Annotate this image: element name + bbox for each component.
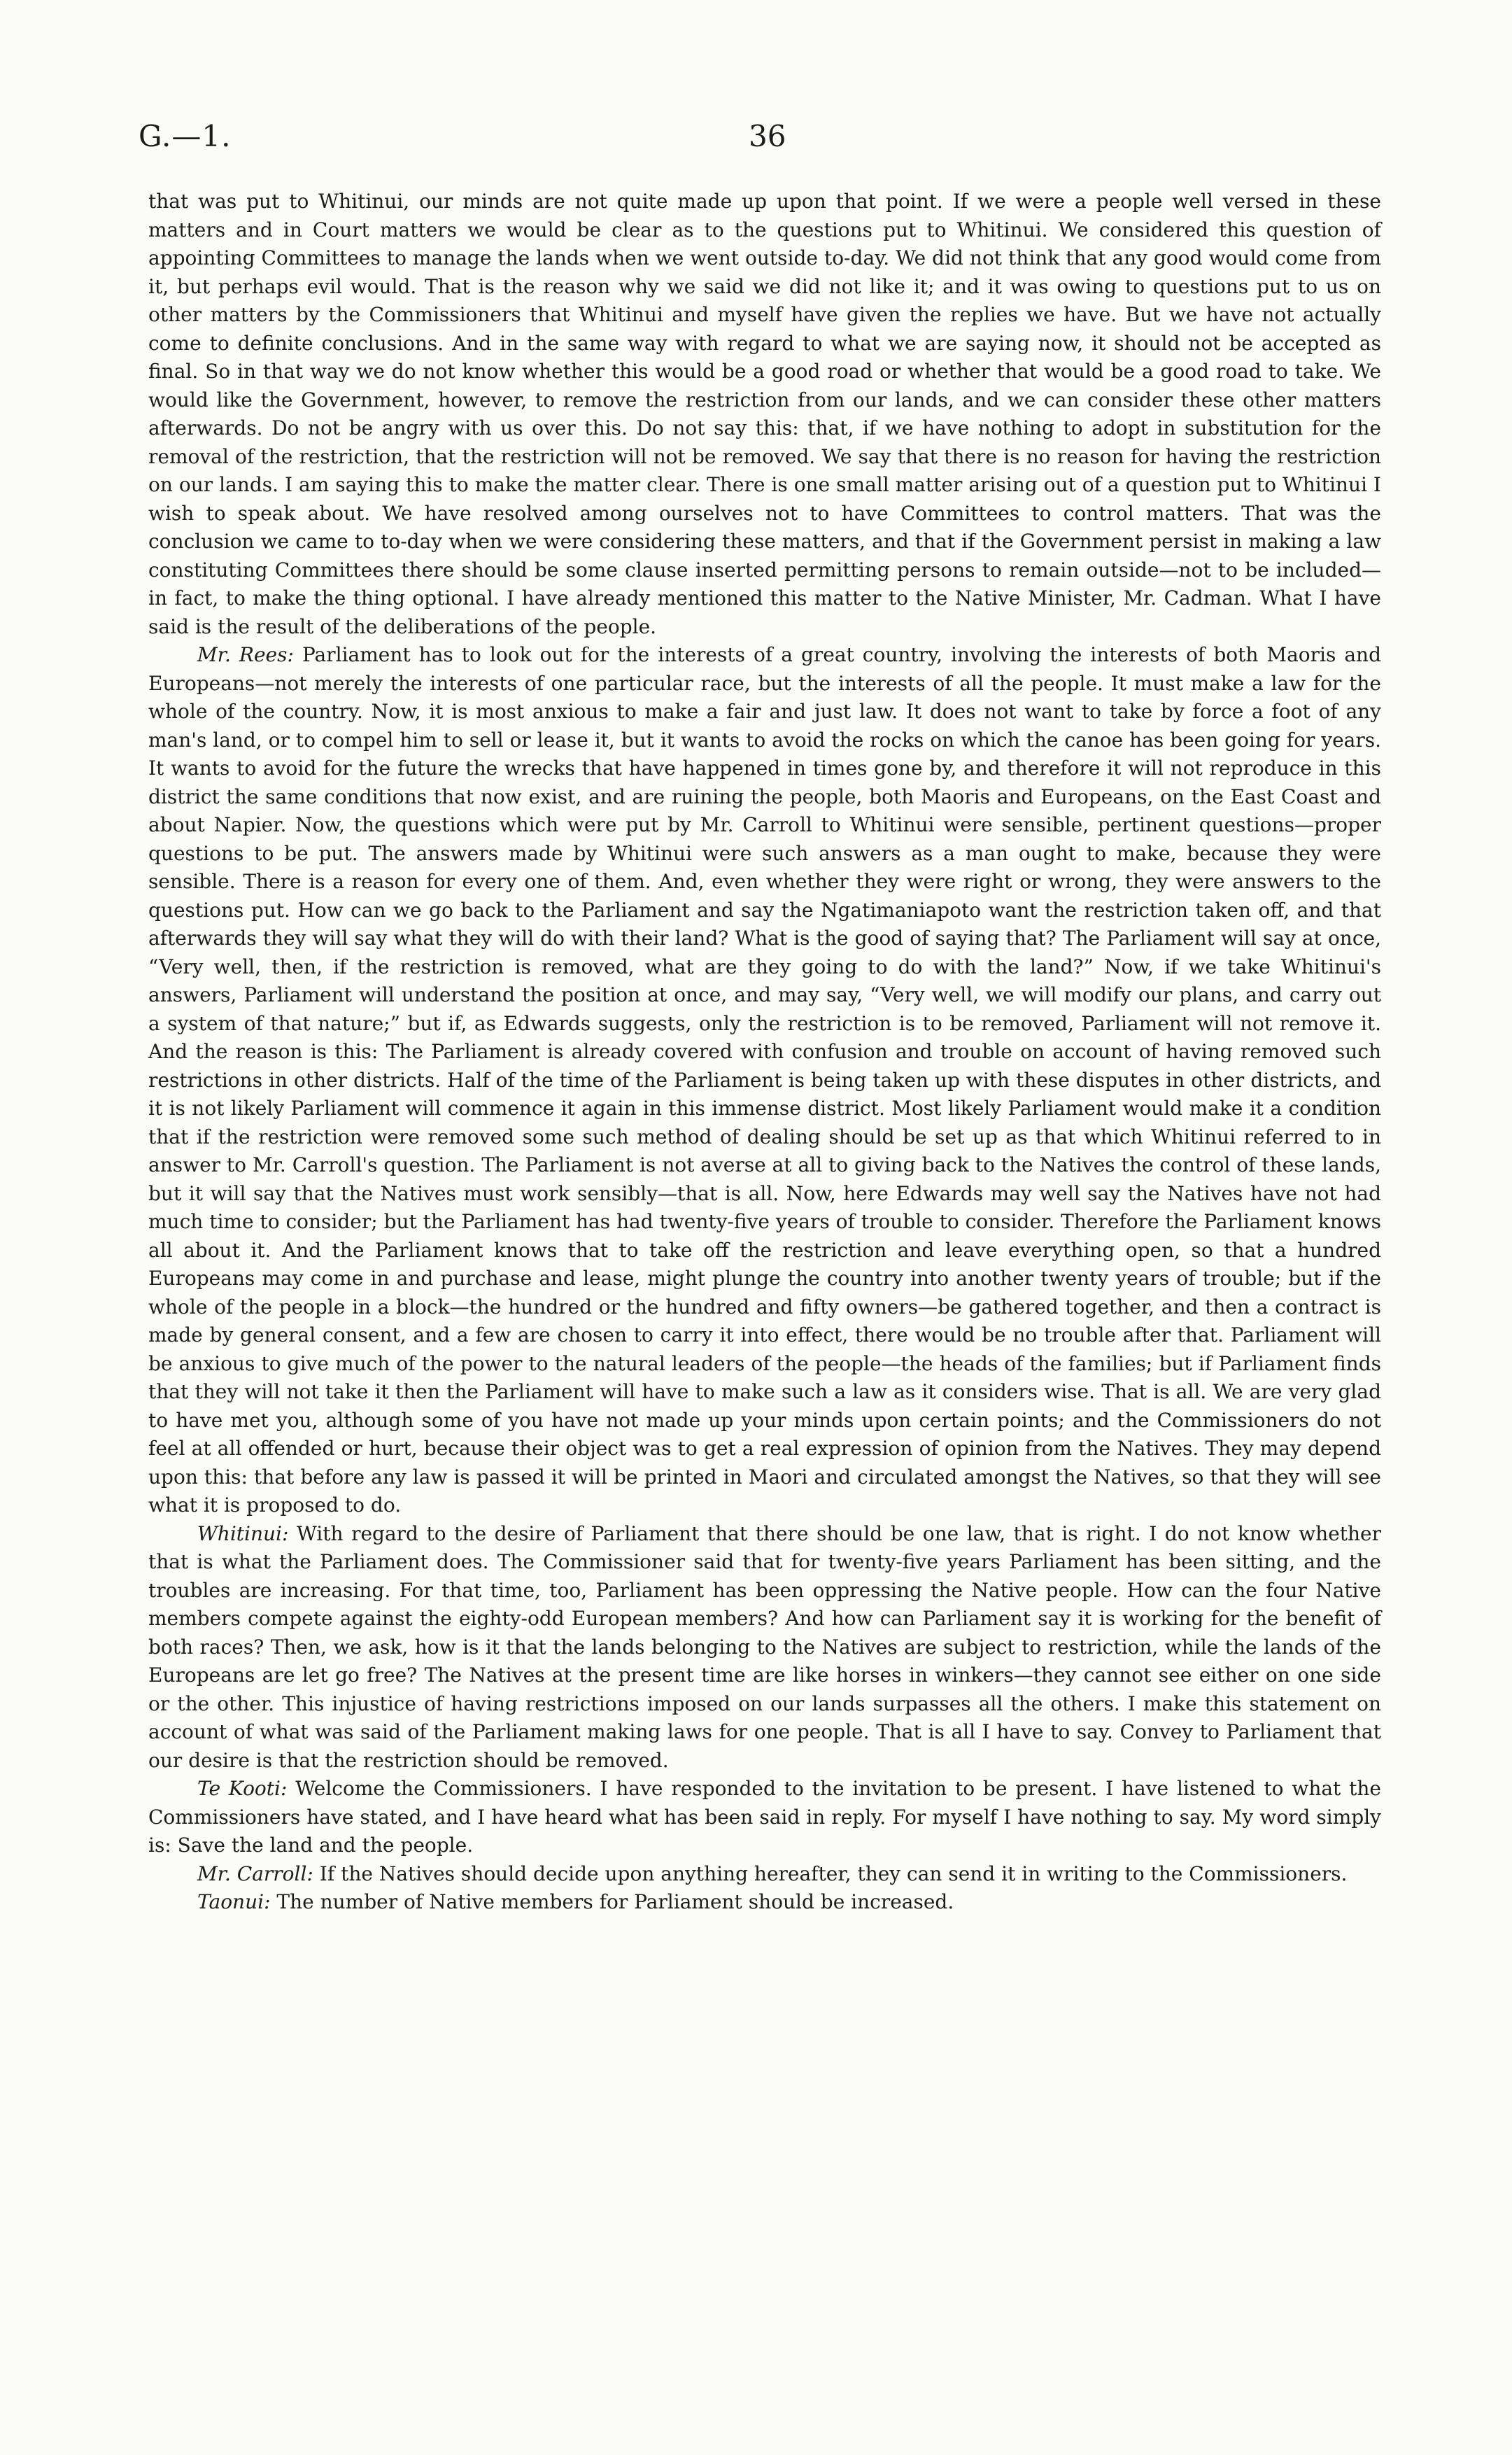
paragraph-text: The number of Native members for Parliament should be increased. xyxy=(276,1890,954,1913)
body-text xyxy=(148,188,1381,1917)
paragraph-te-kooti xyxy=(148,1775,1381,1860)
speaker-name: Mr. Rees: xyxy=(197,643,294,666)
paragraph-text: Parliament has to look out for the interests of a great country, involving the interests of both Maoris and Europeans—not merely the interests of one particular race, but the interests of all the people. It must make a law for the whole of the country. Now, it is most anxious to make a fair and just law. It does not want to take by force a foot of any man's land, or to compel him to sell or lease it, but it wants to avoid the rocks on which the canoe has been going for years. It wants to avoid for the future the wrecks that have happened in times gone by, and therefore it will not reproduce in this district the same conditions that now exist, and are ruining the people, both Maoris and Europeans, on the East Coast and about Napier. Now, the questions which were put by Mr. Carroll to Whitinui were sensible, pertinent questions—proper questions to be put. The answers made by Whitinui were such answers as a man ought to make, because they were sensible. There is a reason for every one of them. And, even whether they were right or wrong, they were answers to the questions put. How can we go back to the Parliament and say the Ngatimaniapoto want the restriction taken off, and that afterwards they will say what they will do with their land? What is the good of saying that? The Parliament will say at once, “Very well, then, if the restriction is removed, what are they going to do with the land?” Now, if we take Whitinui's answers, Parliament will understand the position at once, and may say, “Very well, we will modify our plans, and carry out a system of that nature;” but if, as Edwards suggests, only the restriction is to be removed, Parliament will not remove it. And the reason is this: The Parliament is already covered with confusion and trouble on account of having removed such restrictions in other districts. Half of the time of the Parliament is being taken up with these disputes in other districts, and it is not likely Parliament will commence it again in this immense district. Most likely Parliament would make it a condition that if the restriction were removed some such method of dealing should be set up as that which Whitinui referred to in answer to Mr. Carroll's question. The Parliament is not averse at all to giving back to the Natives the control of these lands, but it will say that the Natives must work sensibly—that is all. Now, here Edwards may well say the Natives have not had much time to consider; but the Parliament has had twenty-five years of trouble to consider. Therefore the Parliament knows all about it. And the Parliament knows that to take off the restriction and leave everything open, so that a hundred Europeans may come in and purchase and lease, might plunge the country into another twenty years of trouble; but if the whole of the people in a block—the hundred or the hundred and fifty owners—be gathered together, and then a contract is made by general consent, and a few are chosen to carry it into effect, there would be no trouble after that. Parliament will be anxious to give much of the power to the natural leaders of the people—the heads of the families; but if Parliament finds that they will not take it then the Parliament will have to make such a law as it considers wise. That is all. We are very glad to have met you, although some of you have not made up your minds upon certain points; and the Commissioners do not feel at all offended or hurt, because their object was to get a real expression of opinion from the Natives. They may depend upon this: that before any law is passed it will be printed in Maori and circulated amongst the Natives, so that they will see what it is proposed to do. xyxy=(148,643,1382,1517)
paragraph-text: that was put to Whitinui, our minds are not quite made up upon that point. If we were a people well versed in these matters and in Court matters we would be clear as to the questions put to Whitinui. We considered this question of appointing Committees to manage the lands when we went outside to-day. We did not think that any good would come from it, but perhaps evil would. That is the reason why we said we did not like it; and it was owing to questions put to us on other matters by the Commissioners that Whitinui and myself have given the replies we have. But we have not actually come to definite conclusions. And in the same way with regard to what we are saying now, it should not be accepted as final. So in that way we do not know whether this would be a good road or whether that would be a good road to take. We would like the Government, however, to remove the restriction from our lands, and we can consider these other matters afterwards. Do not be angry with us over this. Do not say this: that, if we have nothing to adopt in substitution for the removal of the restriction, that the restriction will not be removed. We say that there is no reason for having the restriction on our lands. I am saying this to make the matter clear. There is one small matter arising out of a question put to Whitinui I wish to speak about. We have resolved among ourselves not to have Committees to control matters. That was the conclusion we came to to-day when we were considering these matters, and that if the Government persist in making a law constituting Committees there should be some clause inserted permitting persons to remain outside—not to be included—in fact, to make the thing optional. I have already mentioned this matter to the Native Minister, Mr. Cadman. What I have said is the result of the deliberations of the people. xyxy=(148,190,1381,638)
paragraph-text: With regard to the desire of Parliament that there should be one law, that is right. I do not know whether that is what the Parliament does. The Commissioner said that for twenty-five years Parliament has been sitting, and the troubles are increasing. For that time, too, Parliament has been oppressing the Native people. How can the four Native members compete against the eighty-odd European members? And how can Parliament say it is working for the benefit of both races? Then, we ask, how is it that the lands belonging to the Natives are subject to restriction, while the lands of the Europeans are let go free? The Natives at the present time are like horses in winkers—they cannot see either on one side or the other. This injustice of having restrictions imposed on our lands surpasses all the others. I make this statement on account of what was said of the Parliament making laws for one people. That is all I have to say. Convey to Parliament that our desire is that the restriction should be removed. xyxy=(148,1521,1382,1772)
speaker-name: Te Kooti: xyxy=(197,1777,288,1800)
document-reference: G.—1. xyxy=(139,119,232,153)
paragraph-taonui xyxy=(148,1888,1381,1917)
speaker-name: Whitinui: xyxy=(197,1521,289,1545)
speaker-name: Taonui: xyxy=(197,1890,271,1913)
paragraph-whitinui xyxy=(148,1520,1381,1775)
paragraph-carroll xyxy=(148,1860,1381,1889)
paragraph-rees xyxy=(148,641,1381,1520)
page-number: 36 xyxy=(749,119,786,153)
paragraph-text: If the Natives should decide upon anything hereafter, they can send it in writing to the Commissioners. xyxy=(319,1862,1348,1885)
paragraph-continuation xyxy=(148,188,1381,641)
speaker-name: Mr. Carroll: xyxy=(197,1862,313,1885)
paragraph-text: Welcome the Commissioners. I have responded to the invitation to be present. I have listened to what the Commissioners have stated, and I have heard what has been said in reply. For myself I have nothing to say. My word simply is: Save the land and the people. xyxy=(148,1777,1381,1857)
page-header xyxy=(139,119,1373,161)
